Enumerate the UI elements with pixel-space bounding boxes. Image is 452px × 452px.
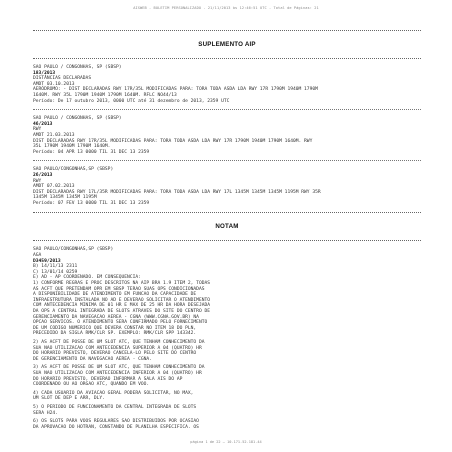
notam-line: UM SLOT DE DEP E ARR, DLY. — [33, 396, 105, 402]
entry-line: DISTÂNCIAS DECLARADAS — [33, 76, 92, 82]
entry-separator — [33, 109, 421, 110]
notam-line: SUA NAO UTILIZACAO COM ANTECEDENCIA INFERIOR A 04 (QUATRO) HR — [33, 370, 202, 376]
notam-line: 4) CADA USUARIO DA AVIACAO GERAL PODERA SOLICITAR, NO MAX, — [33, 390, 194, 396]
entry-line: DIST DECLARADAS RWY 17L/35R MODIFICADAS PARA: TORA TODA ASDA LDA RWY 17L 1345M 1345M 1345M 1195M RWY 35R — [33, 189, 321, 195]
notam-line: SAO PAULO/CONGONHAS,SP (SBSP) — [33, 247, 114, 253]
entry-line: Período: 07 FEV 13 0000 TIL 31 DEC 13 2359 — [33, 200, 150, 206]
notam-line: INFRAESTRUTURA INSTALADA NO AD E DEVERAO SOLICITAR O ATENDIMENTO — [33, 297, 211, 303]
entry-line: RWY — [33, 178, 42, 184]
supplement-entries — [33, 65, 421, 206]
entry-line: AMDT 21.03.2013 — [33, 132, 75, 138]
notam-line: GERENCIAMENTO DA NAVEGACAO AEREA - CGNA (WWW.CGNA.GOV.BR) NA — [33, 314, 199, 320]
notam-line: 3) AS ACFT DE POSSE DE UM SLOT ATC, QUE TENHAM CONHECIMENTO DA — [33, 365, 205, 371]
notam-line: D3459/2013 — [33, 258, 61, 264]
notam-line: AS ACFT QUE PRETENDAM OPR EM SBSP TERAO SUAS OPS CONDICIONADAS — [33, 286, 205, 292]
entry-line: 26/2013 — [33, 172, 53, 178]
entry-line: Período: 04 APR 13 0000 TIL 31 DEC 13 2359 — [33, 149, 150, 155]
notam-line: COM ANTECEDENCIA MINIMA DE 01 HR E MAX DE 25 HR DA HORA DESEJADA — [33, 303, 211, 309]
entry-line: Período: De 17 outubro 2013, 0000 UTC até 31 dezembro de 2013, 2359 UTC — [33, 98, 230, 104]
entry-line: AMDT 07.02.2013 — [33, 184, 75, 190]
notam-line: OPCAO SERVICOS. O ATENDIMENTO SERA CONFIRMADO PELO FORNECIMENTO — [33, 320, 208, 326]
notam-line: DE GERENCIAMENTO DA NAVEGACAO AEREA - CGNA. — [33, 356, 152, 362]
notam-line: SUA NAO UTILIZACAO COM ANTECEDENCIA SUPERIOR A 04 (QUATRO) HR — [33, 345, 202, 351]
notam-line: 5) O PERIODO DE FUNCIONAMENTO DA CENTRAL INTEGRADA DE SLOTS — [33, 404, 197, 410]
notam-line: A DISPONIBILIDADE DE ATENDIMENTO EM FUNCAO DA CAPACIDADE DE — [33, 292, 197, 298]
entry-line: AMDT 03.10.2013 — [33, 81, 75, 87]
separator — [33, 58, 421, 59]
notam-line: E) AD - AP COORDENADO. EM CONSEQUENCIA: — [33, 275, 141, 281]
supplement-entry — [33, 167, 421, 206]
notam-line: COORDENADO OU AO ORGAO ATC, QUANDO EM VOO. — [33, 382, 150, 388]
separator — [33, 30, 421, 31]
notam-line: DO HORARIO PREVISTO, DEVERAO CANCELA-LO PELO SITE DO CENTRO — [33, 351, 197, 357]
entry-line: 35L 1790M 1940M 1790M 1640M. — [33, 144, 111, 150]
notam-line: AGA — [33, 253, 42, 259]
notam-line: DE UM CODIGO NUMERICO QUE DEVERA CONSTAR NO ITEM 18 DO PLN, — [33, 325, 197, 331]
notam-entry — [33, 247, 421, 430]
print-footer: página 1 de 22 — 10.171.52.181.44 — [190, 440, 262, 444]
entry-line: SAO PAULO / CONGONHAS, SP (SBSP) — [33, 116, 122, 122]
notam-line: DA OPS A CENTRAL INTEGRADA DE SLOTS ATRAVES DO SITE DO CENTRO DE — [33, 309, 211, 314]
entry-line: RWY — [33, 127, 42, 133]
supplement-entry — [33, 65, 421, 104]
notam-line: PRECEDIDO DA SIGLA RMK/CLR SP. EXEMPLO: RMK/CLR SPP 143342. — [33, 331, 197, 337]
entry-line: 1640M. RWY 35L 1790M 1940M 1790M 1640M. RFLC NO44/13 — [33, 92, 177, 98]
entry-line: SAO PAULO/CONGONHAS,SP (SBSP) — [33, 167, 114, 173]
entry-line: DIST DECLARADAS RWY 17R/35L MODIFICADAS PARA: TORA TODA ASDA LDA RWY 17R 1790M 1940M 1790M 1640M. RWY — [33, 138, 313, 144]
notam-line: 1) CONFORME REGRAS E PROC DESCRITOS NA AIP BRA 1.9 ITEM 2, TODAS — [33, 281, 211, 287]
notam-line: 6) OS SLOTS PARA VOOS REGULARES SAO DISTRIBUIDOS POR OCASIAO — [33, 419, 199, 425]
notam-line: SERA H24. — [33, 410, 58, 416]
entry-separator — [33, 160, 421, 161]
print-header: AISWEB - BOLETIM PERSONALIZADO - 21/11/2013 às 12:46:51 UTC - Total de Páginas: 21 — [133, 6, 319, 10]
notam-line: DO HORARIO PREVISTO, DEVERAO INFORMAR A SALA AIS DO AP — [33, 376, 183, 382]
notam-title: NOTAM — [215, 223, 239, 231]
notam-line: B) 14/11/13 2311 — [33, 264, 78, 270]
supplement-title: SUPLEMENTO AIP — [198, 41, 256, 48]
notam-line: C) 13/01/14 0259 — [33, 269, 78, 275]
bulletin-content — [33, 30, 421, 435]
separator — [33, 240, 421, 241]
notam-line: DA APROVACAO DO HOTRAN, CONSTANDO DE PLANILHA ESPECIFICA. OS — [33, 424, 199, 430]
entry-line: AERÓDROMO: - DIST DECLARADAS RWY 17R/35L MODIFICADAS PARA: TORA TODA ASDA LDA RWY 17R 1790M 1940M 1790M — [33, 87, 318, 93]
separator — [33, 212, 421, 213]
notam-line: 2) AS ACFT DE POSSE DE UM SLOT ATC, QUE TENHAM CONHECIMENTO DA — [33, 339, 205, 345]
entry-line: 1345M 1345M 1345M 1195M — [33, 195, 97, 201]
entry-line: 183/2013 — [33, 70, 56, 76]
entry-line: SAO PAULO / CONGONHAS, SP (SBSP) — [33, 65, 122, 70]
entry-line: 46/2013 — [33, 121, 53, 127]
supplement-entry — [33, 116, 421, 155]
